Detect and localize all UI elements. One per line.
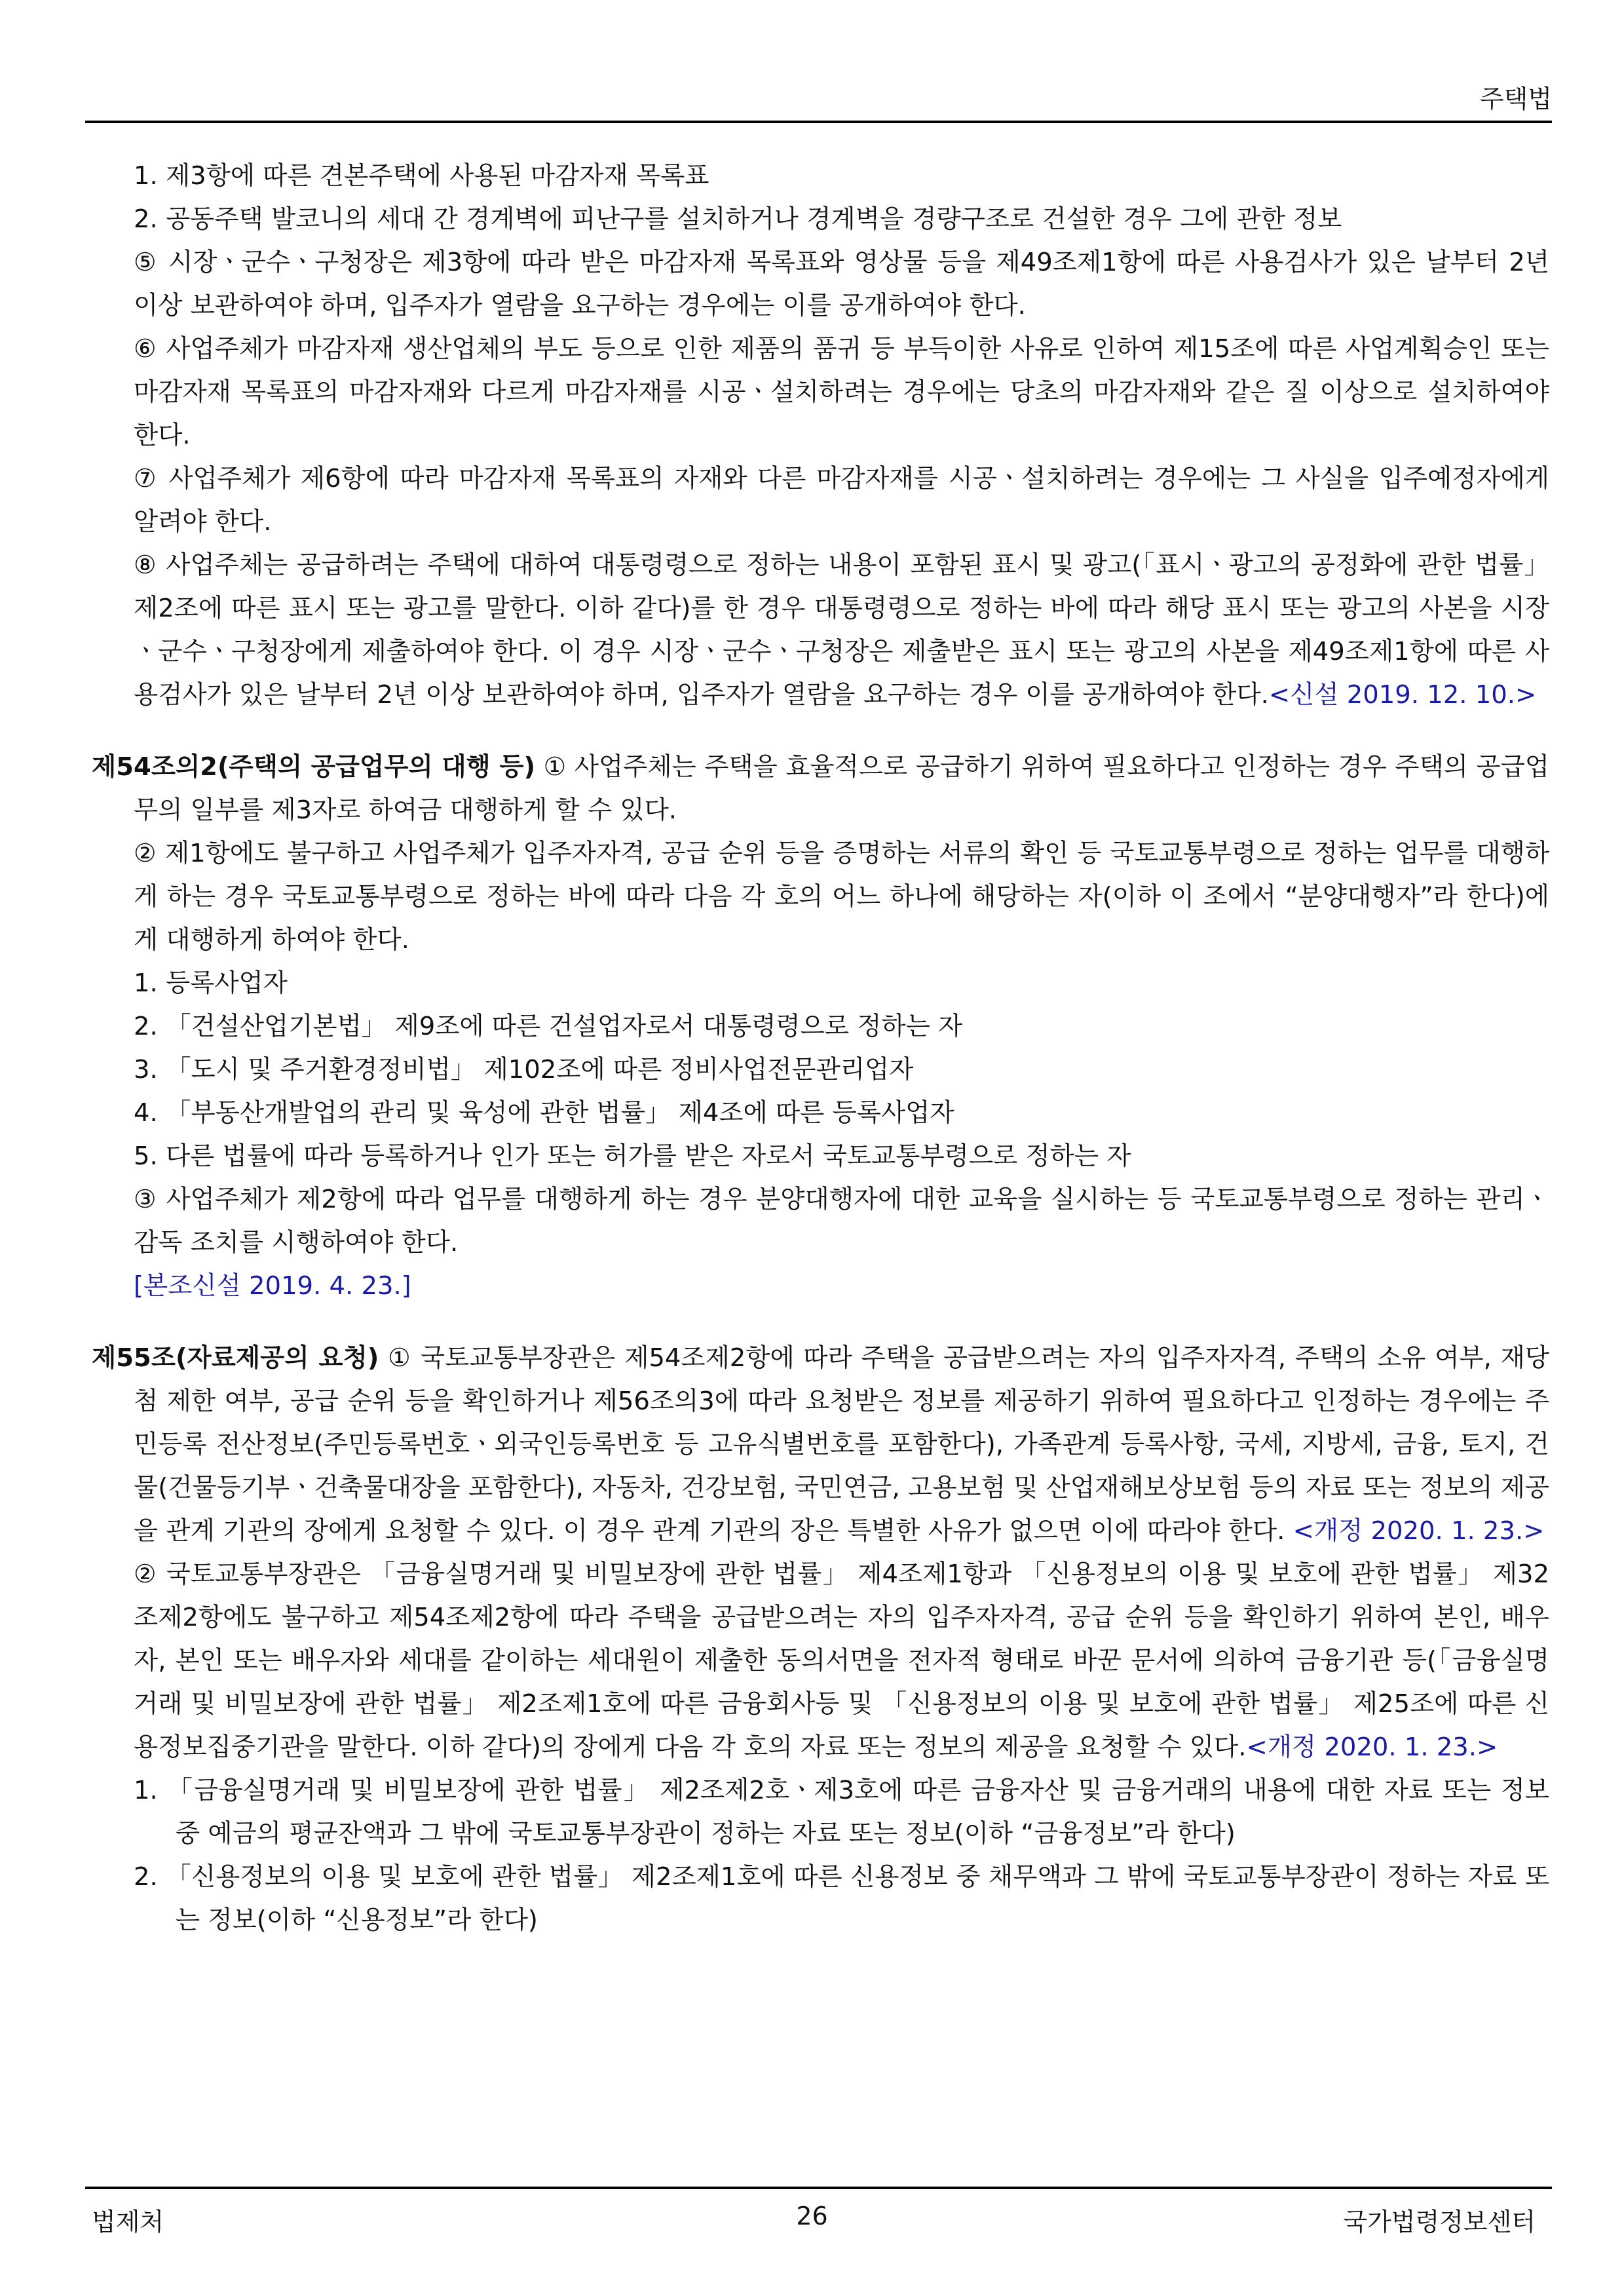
- article-55-item-2: 2. 「신용정보의 이용 및 보호에 관한 법률」 제2조제1호에 따른 신용정보 중 채무액과 그 밖에 국토교통부장관이 정하는 자료 또는 정보(이하 “신용정보”라 한다): [134, 1862, 1549, 1935]
- article-54-2-item-3: 3. 「도시 및 주거환경정비법」 제102조에 따른 정비사업전문관리업자: [134, 1055, 914, 1084]
- article-54-2-paragraph-2: ② 제1항에도 불구하고 사업주체가 입주자자격, 공급 순위 등을 증명하는 서류의 확인 등 국토교통부령으로 정하는 업무를 대행하게 하는 경우 국토교통부령으로 정하는 바에 따라 다음 각 호의 어느 하나에 해당하는 자(이하 이 조에서 “분양대행자”라 한다)에게 대행하게 하여야 한다.: [134, 839, 1549, 955]
- article-55: [92, 1337, 1549, 1553]
- document-body: [92, 155, 1549, 1942]
- amendment-note-link[interactable]: <신설 2019. 12. 10.>: [1268, 680, 1537, 710]
- paragraph-5: ⑤ 시장ㆍ군수ㆍ구청장은 제3항에 따라 받은 마감자재 목록표와 영상물 등을 제49조제1항에 따른 사용검사가 있은 날부터 2년 이상 보관하여야 하며, 입주자가 열람을 요구하는 경우에는 이를 공개하여야 한다.: [134, 248, 1549, 320]
- article-55-paragraph-2-text: ② 국토교통부장관은 「금융실명거래 및 비밀보장에 관한 법률」 제4조제1항과 「신용정보의 이용 및 보호에 관한 법률」 제32조제2항에도 불구하고 제54조제2항에 따라 주택을 공급받으려는 자의 입주자자격, 공급 순위 등을 확인하기 위하여 본인, 배우자, 본인 또는 배우자와 세대를 같이하는 세대원이 제출한 동의서면을 전자적 형태로 바꾼 문서에 의하여 금융기관 등(「금융실명거래 및 비밀보장에 관한 법률」 제2조제1호에 따른 금융회사등 및 「신용정보의 이용 및 보호에 관한 법률」 제25조에 따른 신용정보집중기관을 말한다. 이하 같다)의 장에게 다음 각 호의 자료 또는 정보의 제공을 요청할 수 있다.: [134, 1559, 1549, 1762]
- footer-rule: [85, 2187, 1552, 2189]
- article-54-2: [92, 746, 1549, 832]
- article-54-2-enactment-note[interactable]: [본조신설 2019. 4. 23.]: [134, 1271, 411, 1301]
- article-54-2-item-1: 1. 등록사업자: [134, 968, 288, 998]
- list-item-2: 2. 공동주택 발코니의 세대 간 경계벽에 피난구를 설치하거나 경계벽을 경량구조로 건설한 경우 그에 관한 정보: [134, 204, 1342, 234]
- page-header-title: 주택법: [1479, 85, 1552, 113]
- page-number: 26: [796, 2202, 828, 2230]
- article-55-heading: 제55조(자료제공의 요청): [92, 1343, 379, 1373]
- article-54-2-heading: 제54조의2(주택의 공급업무의 대행 등): [92, 752, 536, 782]
- article-54-2-text: ① 사업주체는 주택을 효율적으로 공급하기 위하여 필요하다고 인정하는 경우 주택의 공급업무의 일부를 제3자로 하여금 대행하게 할 수 있다.: [134, 752, 1550, 825]
- paragraph-8: [92, 544, 1549, 717]
- article-54-2-item-4: 4. 「부동산개발업의 관리 및 육성에 관한 법률」 제4조에 따른 등록사업자: [134, 1098, 954, 1128]
- article-55-text: ① 국토교통부장관은 제54조제2항에 따라 주택을 공급받으려는 자의 입주자자격, 주택의 소유 여부, 재당첨 제한 여부, 공급 순위 등을 확인하거나 제56조의3에 따라 요청받은 정보를 제공하기 위하여 필요하다고 인정하는 경우에는 주민등록 전산정보(주민등록번호ㆍ외국인등록번호 등 고유식별번호를 포함한다), 가족관계 등록사항, 국세, 지방세, 금융, 토지, 건물(건물등기부ㆍ건축물대장을 포함한다), 자동차, 건강보험, 국민연금, 고용보험 및 산업재해보상보험 등의 자료 또는 정보의 제공을 관계 기관의 장에게 요청할 수 있다. 이 경우 관계 기관의 장은 특별한 사유가 없으면 이에 따라야 한다.: [134, 1343, 1549, 1546]
- footer-publisher: 국가법령정보센터: [1343, 2208, 1536, 2236]
- list-item-1: 1. 제3항에 따른 견본주택에 사용된 마감자재 목록표: [134, 161, 709, 191]
- article-55-paragraph-2: [92, 1553, 1549, 1769]
- paragraph-6: ⑥ 사업주체가 마감자재 생산업체의 부도 등으로 인한 제품의 품귀 등 부득이한 사유로 인하여 제15조에 따른 사업계획승인 또는 마감자재 목록표의 마감자재와 다르게 마감자재를 시공ㆍ설치하려는 경우에는 당초의 마감자재와 같은 질 이상으로 설치하여야 한다.: [134, 334, 1549, 450]
- article-54-2-paragraph-3: ③ 사업주체가 제2항에 따라 업무를 대행하게 하는 경우 분양대행자에 대한 교육을 실시하는 등 국토교통부령으로 정하는 관리ㆍ감독 조치를 시행하여야 한다.: [134, 1185, 1549, 1257]
- article-54-2-item-2: 2. 「건설산업기본법」 제9조에 따른 건설업자로서 대통령령으로 정하는 자: [134, 1012, 963, 1041]
- footer-source: 법제처: [92, 2208, 164, 2236]
- paragraph-8-text: ⑧ 사업주체는 공급하려는 주택에 대하여 대통령령으로 정하는 내용이 포함된 표시 및 광고(「표시ㆍ광고의 공정화에 관한 법률」 제2조에 따른 표시 또는 광고를 말한다. 이하 같다)를 한 경우 대통령령으로 정하는 바에 따라 해당 표시 또는 광고의 사본을 시장ㆍ군수ㆍ구청장에게 제출하여야 한다. 이 경우 시장ㆍ군수ㆍ구청장은 제출받은 표시 또는 광고의 사본을 제49조제1항에 따른 사용검사가 있은 날부터 2년 이상 보관하여야 하며, 입주자가 열람을 요구하는 경우 이를 공개하여야 한다.: [134, 550, 1549, 710]
- article-55-amendment-note-2[interactable]: <개정 2020. 1. 23.>: [1246, 1732, 1498, 1762]
- header-rule: [85, 121, 1552, 123]
- paragraph-7: ⑦ 사업주체가 제6항에 따라 마감자재 목록표의 자재와 다른 마감자재를 시공ㆍ설치하려는 경우에는 그 사실을 입주예정자에게 알려야 한다.: [134, 464, 1549, 537]
- article-55-item-1: 1. 「금융실명거래 및 비밀보장에 관한 법률」 제2조제2호ㆍ제3호에 따른 금융자산 및 금융거래의 내용에 대한 자료 또는 정보 중 예금의 평균잔액과 그 밖에 국토교통부장관이 정하는 자료 또는 정보(이하 “금융정보”라 한다): [134, 1776, 1549, 1848]
- article-55-amendment-note-1[interactable]: <개정 2020. 1. 23.>: [1293, 1516, 1545, 1546]
- article-54-2-item-5: 5. 다른 법률에 따라 등록하거나 인가 또는 허가를 받은 자로서 국토교통부령으로 정하는 자: [134, 1141, 1131, 1171]
